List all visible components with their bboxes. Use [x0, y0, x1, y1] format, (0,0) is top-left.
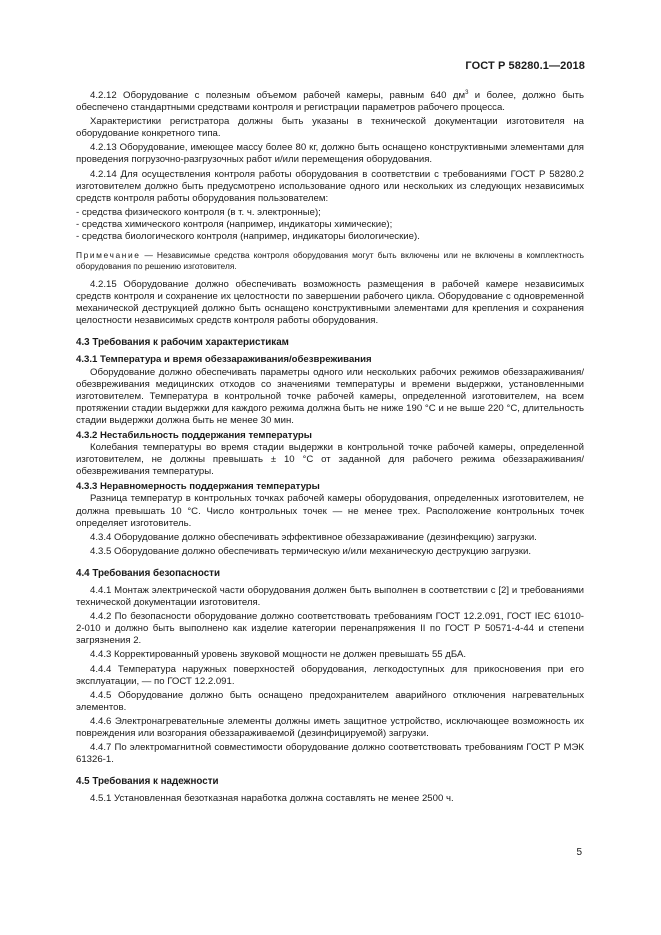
list-item: - средства биологического контроля (например, индикаторы биологические).	[76, 231, 420, 243]
subsection-heading-4-3-3: 4.3.3 Неравномерность поддержания температуры	[76, 481, 320, 493]
clause-4-5-1: 4.5.1 Установленная безотказная наработка должна составлять не менее 2500 ч.	[90, 793, 454, 805]
clause-4-3-5: 4.3.5 Оборудование должно обеспечивать термическую и/или механическую деструкцию загрузки.	[90, 545, 531, 557]
clause-4-4-1: 4.4.1 Монтаж электрической части оборудования должен быть выполнен в соответствии с [2] и требованиями технической документации изготовителя.	[76, 585, 584, 609]
clause-4-4-6: 4.4.6 Электронагревательные элементы должны иметь защитное устройство, исключающее возможность их повреждения или возгорания обеззараживаемой (дезинфицируемой) загрузки.	[76, 715, 584, 740]
section-heading-4-4: 4.4 Требования безопасности	[76, 567, 220, 579]
list-item: - средства физического контроля (в т. ч. электронные);	[76, 206, 321, 218]
clause-4-2-12-superscript: 3	[465, 89, 469, 96]
clause-4-4-7: 4.4.7 По электромагнитной совместимости оборудование должно соответствовать требованиям ГОСТ Р МЭК 61326-1.	[76, 742, 584, 766]
clause-4-2-15: 4.2.15 Оборудование должно обеспечивать возможность размещения в рабочей камере независимых средств контроля и сохранение их целостности по завершении рабочего цикла. Оборудование с одновременной механической деструкцией должно быть оснащено конструктивными элементами для крепления и сохранения целостности независимых средств контроля работы оборудования.	[76, 278, 584, 327]
clause-4-4-4: 4.4.4 Температура наружных поверхностей оборудования, легкодоступных для прикосновения при его эксплуатации, — по ГОСТ 12.2.091.	[76, 663, 584, 687]
control-means-list	[76, 207, 584, 243]
clause-4-3-4: 4.3.4 Оборудование должно обеспечивать эффективное обеззараживание (дезинфекцию) загрузки.	[90, 531, 537, 543]
document-body	[76, 90, 584, 808]
clause-4-2-12-extra: Характеристики регистратора должны быть указаны в технической документации изготовителя на оборудование конкретного типа.	[76, 116, 584, 140]
subsection-heading-4-3-2: 4.3.2 Нестабильность поддержания температуры	[76, 429, 312, 441]
clause-4-2-12-text-a: 4.2.12 Оборудование с полезным объемом рабочей камеры, равным 640 дм	[90, 90, 466, 101]
section-heading-4-5: 4.5 Требования к надежности	[76, 776, 219, 788]
clause-4-3-3: Разница температур в контрольных точках рабочей камеры оборудования, определенных изготовителем, не должна превышать 10 °С. Число контрольных точек — не менее трех. Расположение контрольных точек определяет изготовитель.	[76, 493, 584, 529]
note-text: — Независимые средства контроля оборудования могут быть включены или не включены в комплектность оборудования по решению изготовителя.	[76, 250, 584, 271]
note	[76, 250, 584, 271]
clause-4-2-12	[76, 90, 584, 114]
clause-4-2-13: 4.2.13 Оборудование, имеющее массу более 80 кг, должно быть оснащено конструктивными элементами для проведения погрузочно-разгрузочных работ и/или перемещения оборудования.	[76, 142, 584, 166]
document-code-header: ГОСТ Р 58280.1—2018	[465, 60, 585, 72]
clause-4-4-3: 4.4.3 Корректированный уровень звуковой мощности не должен превышать 55 дБА.	[90, 649, 467, 661]
clause-4-3-1: Оборудование должно обеспечивать параметры одного или нескольких рабочих режимов обеззараживания/обезвреживания медицинских отходов со значениями температуры и времени выдержки, установленными изготовителем. Температура в контрольной точке рабочей камеры, определенной изготовителем, на всем протяжении стадии выдержки для каждого режима должна быть не ниже 190 °С и не выше 220 °С, длительность стадии выдержки должна быть не менее 30 мин.	[76, 366, 584, 426]
subsection-heading-4-3-1: 4.3.1 Температура и время обеззараживания/обезвреживания	[76, 354, 372, 366]
section-heading-4-3: 4.3 Требования к рабочим характеристикам	[76, 337, 289, 349]
clause-4-2-12-text-b: и более, должно быть обеспечено стандартными средствами контроля и регистрации параметров рабочего процесса.	[76, 90, 584, 114]
clause-4-3-2: Колебания температуры во время стадии выдержки в контрольной точке рабочей камеры, определенной изготовителем, не должны превышать ± 10 °С от заданной для рабочего режима обеззараживания/обезвреживания температуры.	[76, 442, 584, 478]
note-label: Примечание	[76, 250, 141, 261]
clause-4-4-5: 4.4.5 Оборудование должно быть оснащено предохранителем аварийного отключения нагревательных элементов.	[76, 689, 584, 713]
page-number: 5	[576, 847, 582, 858]
clause-4-2-14: 4.2.14 Для осуществления контроля работы оборудования в соответствии с требованиями ГОСТ Р 58280.2 изготовителем должно быть предусмотрено использование одного или нескольких из следующих независимых средств контроля работы оборудования пользователем:	[76, 168, 584, 204]
clause-4-4-2: 4.4.2 По безопасности оборудование должно соответствовать требованиям ГОСТ 12.2.091, ГОСТ IEC 61010-2-010 и должно быть выполнено как изделие категории перенапряжения II по ГОСТ Р 50571-4-44 и степени загрязнения 2.	[76, 611, 584, 647]
list-item: - средства химического контроля (например, индикаторы химические);	[76, 218, 393, 230]
